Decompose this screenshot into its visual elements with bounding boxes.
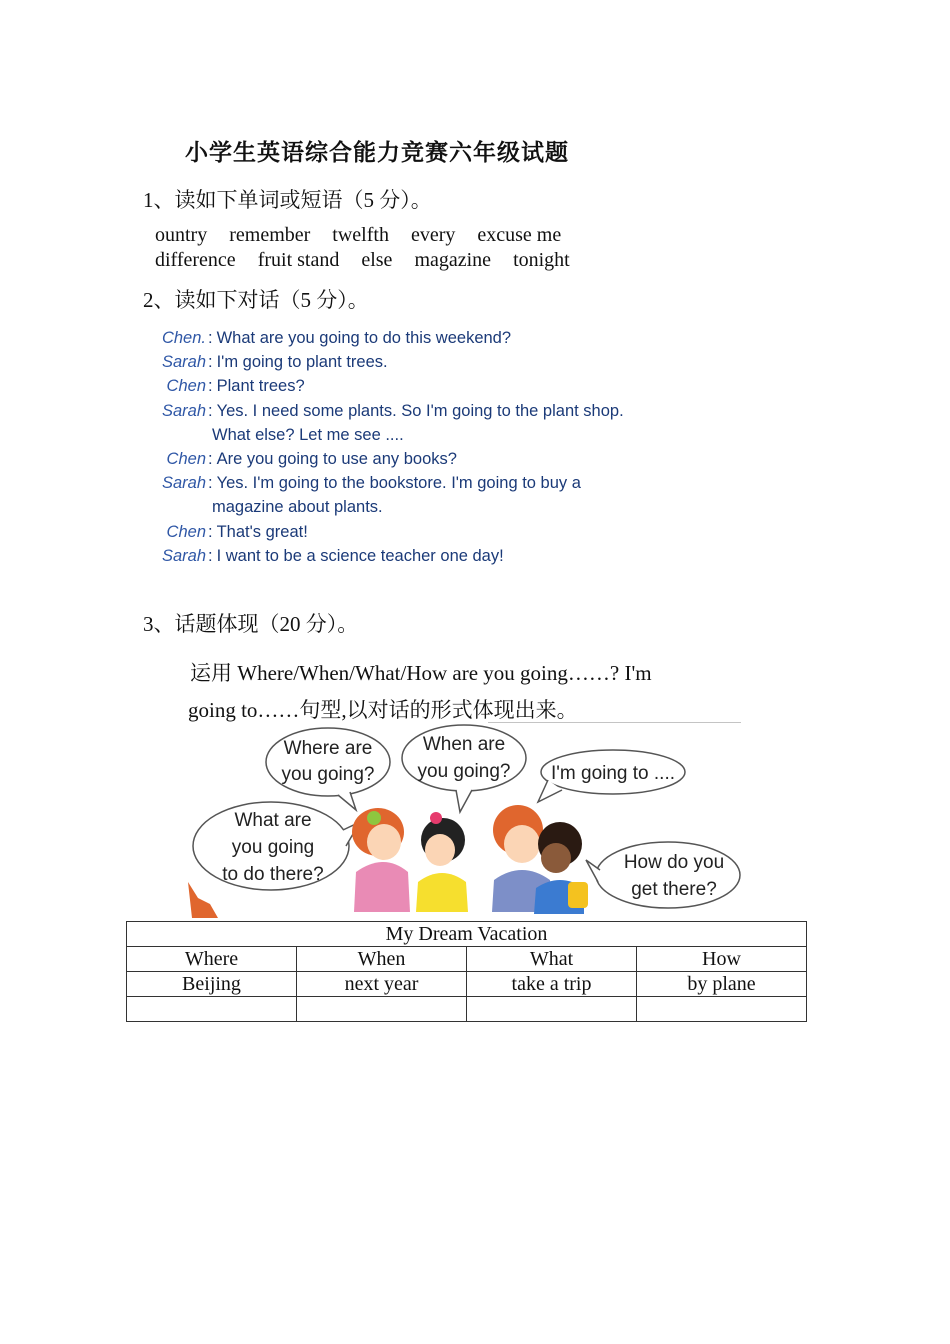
bubble-text: I'm going to ....	[550, 763, 676, 784]
table-cell	[637, 997, 807, 1022]
bubble-text: you going?	[281, 764, 375, 785]
table-cell: next year	[297, 972, 467, 997]
table-cell	[467, 997, 637, 1022]
bubble-text: How do you	[623, 852, 725, 873]
bubble-text: What are	[234, 810, 312, 831]
dialogue-text: What are you going to do this weekend?	[216, 329, 512, 347]
table-header-row	[127, 947, 807, 972]
speech-bubble	[402, 725, 526, 812]
speaker-name: Chen	[166, 450, 206, 468]
dialogue-line: Chen : Are you going to use any books?	[148, 450, 457, 469]
dialogue-line	[148, 498, 383, 517]
table-header-cell: Where	[127, 947, 297, 972]
dialogue-line: Sarah : I want to be a science teacher one day!	[148, 547, 504, 566]
word: every	[410, 224, 456, 246]
bubble-text: get there?	[631, 879, 717, 900]
girl-red-hair	[352, 808, 410, 912]
word: tonight	[513, 249, 570, 271]
dialogue-text: Plant trees?	[216, 377, 305, 395]
speech-bubble	[586, 842, 740, 908]
table-header-cell: How	[637, 947, 807, 972]
speaker-name: Sarah	[161, 474, 206, 492]
q2-heading: 2、读如下对话（5 分）。	[143, 288, 369, 312]
table-cell: Beijing	[127, 972, 297, 997]
word: else	[361, 249, 393, 271]
table-cell: by plane	[637, 972, 807, 997]
word: difference	[155, 249, 236, 271]
dialogue-text: That's great!	[216, 523, 308, 541]
dialogue-line: Sarah : Yes. I need some plants. So I'm going to the plant shop.	[148, 402, 624, 421]
dialogue-line: Chen : Plant trees?	[148, 377, 305, 396]
q3-prompt-line-1: 运用 Where/When/What/How are you going……? I'm	[190, 661, 652, 685]
dialogue-text: I'm going to plant trees.	[216, 353, 388, 371]
dialogue-text: magazine about plants.	[212, 498, 383, 516]
speech-bubble	[538, 750, 685, 802]
dream-vacation-table	[126, 921, 807, 1022]
q1-heading: 1、读如下单词或短语（5 分）。	[143, 188, 432, 212]
speaker-name: Sarah	[161, 402, 206, 420]
table-cell	[127, 997, 297, 1022]
dialogue-line: Chen : That's great!	[148, 523, 308, 542]
page-title: 小学生英语综合能力竞赛六年级试题	[185, 140, 569, 165]
dialogue-text: I want to be a science teacher one day!	[216, 547, 504, 565]
dialogue-text: What else? Let me see ....	[212, 426, 404, 444]
dialogue-text: Yes. I need some plants. So I'm going to the plant shop.	[216, 402, 624, 420]
q3-prompt-line-2: going to……句型,以对话的形式体现出来。	[188, 698, 578, 722]
dialogue-text: Yes. I'm going to the bookstore. I'm going to buy a	[216, 474, 581, 492]
table-caption: My Dream Vacation	[127, 922, 807, 947]
q3-heading: 3、话题体现（20 分）。	[143, 612, 359, 636]
dialogue-line	[148, 426, 404, 445]
partial-character	[188, 882, 218, 918]
word: remember	[229, 224, 311, 246]
speaker-name: Chen	[166, 523, 206, 541]
dialogue-line: Sarah : Yes. I'm going to the bookstore. I'm going to buy a	[148, 474, 581, 493]
table-row	[127, 972, 807, 997]
speaker-name: Chen.	[161, 329, 206, 347]
boy-dark-hair	[534, 822, 588, 914]
q1-word-row-1	[155, 224, 578, 247]
table-cell	[297, 997, 467, 1022]
table-row	[127, 997, 807, 1022]
speech-bubble	[193, 802, 360, 890]
word: fruit stand	[257, 249, 340, 271]
bubble-text: Where are	[283, 738, 373, 759]
dialogue-text: Are you going to use any books?	[216, 450, 457, 468]
bubble-text: When are	[422, 734, 506, 755]
dialogue-line: Chen. : What are you going to do this weekend?	[148, 329, 511, 348]
word: twelfth	[332, 224, 389, 246]
table-header-cell: When	[297, 947, 467, 972]
table-cell: take a trip	[467, 972, 637, 997]
speech-bubble	[266, 728, 390, 810]
speaker-name: Sarah	[161, 547, 206, 565]
bubble-text: you going?	[417, 761, 511, 782]
girl-black-hair	[416, 812, 468, 912]
dialogue-line: Sarah : I'm going to plant trees.	[148, 353, 388, 372]
bubble-text: to do there?	[222, 864, 324, 885]
word: magazine	[414, 249, 492, 271]
kids-conversation-illustration	[188, 722, 741, 918]
q1-word-row-2	[155, 249, 587, 272]
word: ountry	[155, 224, 208, 246]
table-header-cell: What	[467, 947, 637, 972]
word: excuse me	[477, 224, 562, 246]
speaker-name: Chen	[166, 377, 206, 395]
bubble-text: you going	[231, 837, 315, 858]
speaker-name: Sarah	[161, 353, 206, 371]
